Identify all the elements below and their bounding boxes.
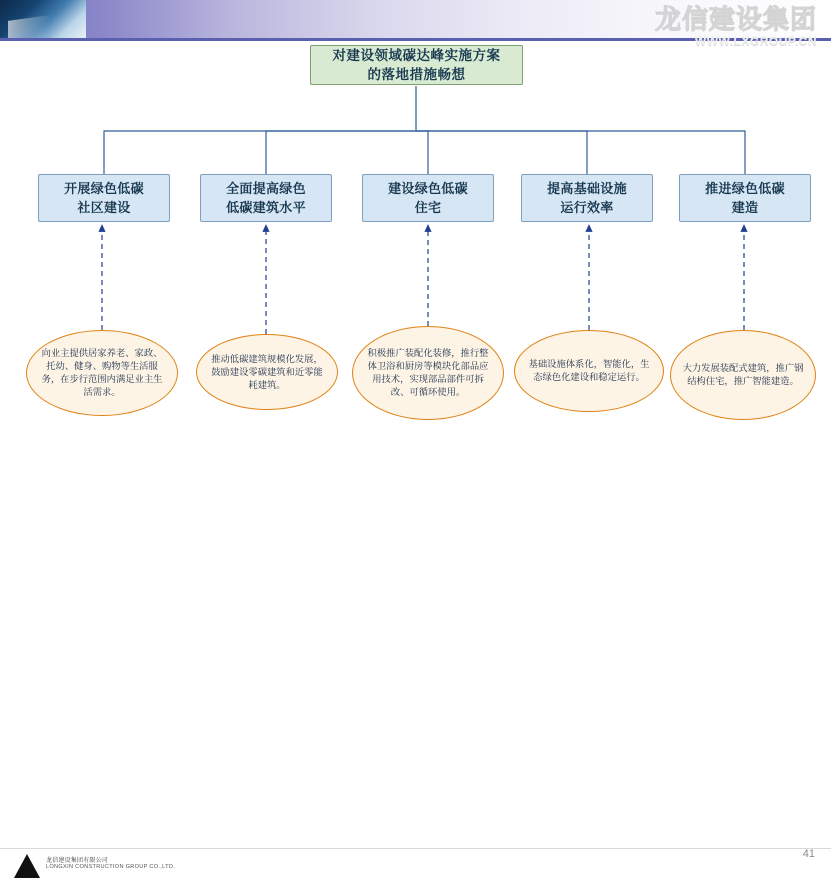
brand-watermark-cn: 龙信建设集团 bbox=[654, 5, 817, 35]
page-number: 41 bbox=[802, 848, 815, 860]
diagram-title-text bbox=[329, 46, 505, 84]
branch-note-5-text: 大力发展装配式建筑，推广钢结构住宅，推广智能建造。 bbox=[682, 363, 804, 386]
footer-company-en: LONGXIN CONSTRUCTION GROUP CO.,LTD. bbox=[46, 864, 176, 870]
branch-note-4 bbox=[514, 330, 664, 412]
branch-note-5 bbox=[670, 330, 816, 420]
branch-node-4-line2: 运行效率 bbox=[560, 200, 614, 215]
branch-node-1-line1: 开展绿色低碳 bbox=[64, 181, 144, 196]
branch-note-3 bbox=[352, 326, 504, 420]
branch-node-5-line1: 推进绿色低碳 bbox=[705, 181, 785, 196]
slide-footer bbox=[0, 424, 831, 870]
branch-note-1 bbox=[26, 330, 178, 416]
branch-node-4 bbox=[521, 174, 653, 222]
footer-divider bbox=[0, 848, 831, 849]
branch-note-4-text: 基础设施体系化，智能化，生态绿色化建设和稳定运行。 bbox=[528, 359, 650, 382]
branch-node-1 bbox=[38, 174, 170, 222]
diagram-title-line1: 对建设领域碳达峰实施方案 bbox=[332, 48, 501, 63]
branch-note-2 bbox=[196, 334, 338, 410]
brand-watermark-en: WWW.LXGROUP.CN bbox=[694, 34, 817, 48]
branch-note-1-text: 向业主提供居家养老、家政、托幼、健身、购物等生活服务，在步行范围内满足业主生活需求。 bbox=[41, 348, 163, 397]
branch-note-3-text: 积极推广装配化装修，推行整体卫浴和厨房等模块化部品应用技术，实现部品部件可拆改、可循环使用。 bbox=[367, 348, 489, 397]
branch-node-2 bbox=[200, 174, 332, 222]
footer-company-cn: 龙信建设集团有限公司 bbox=[46, 858, 109, 864]
diagram-title-box bbox=[310, 45, 523, 85]
branch-node-5 bbox=[679, 174, 811, 222]
company-logo-icon bbox=[14, 854, 40, 878]
branch-node-3 bbox=[362, 174, 494, 222]
branch-note-2-text: 推动低碳建筑规模化发展，鼓励建设零碳建筑和近零能耗建筑。 bbox=[211, 353, 323, 390]
branch-node-2-line1: 全面提高绿色 bbox=[226, 181, 306, 196]
branch-node-3-line1: 建设绿色低碳 bbox=[388, 181, 468, 196]
branch-node-1-line2: 社区建设 bbox=[77, 200, 131, 215]
branch-node-2-line2: 低碳建筑水平 bbox=[226, 200, 306, 215]
branch-node-5-line2: 建造 bbox=[731, 200, 759, 215]
branch-node-3-line2: 住宅 bbox=[414, 200, 442, 215]
branch-node-4-line1: 提高基础设施 bbox=[547, 181, 627, 196]
diagram-title-line2: 的落地措施畅想 bbox=[367, 67, 466, 82]
